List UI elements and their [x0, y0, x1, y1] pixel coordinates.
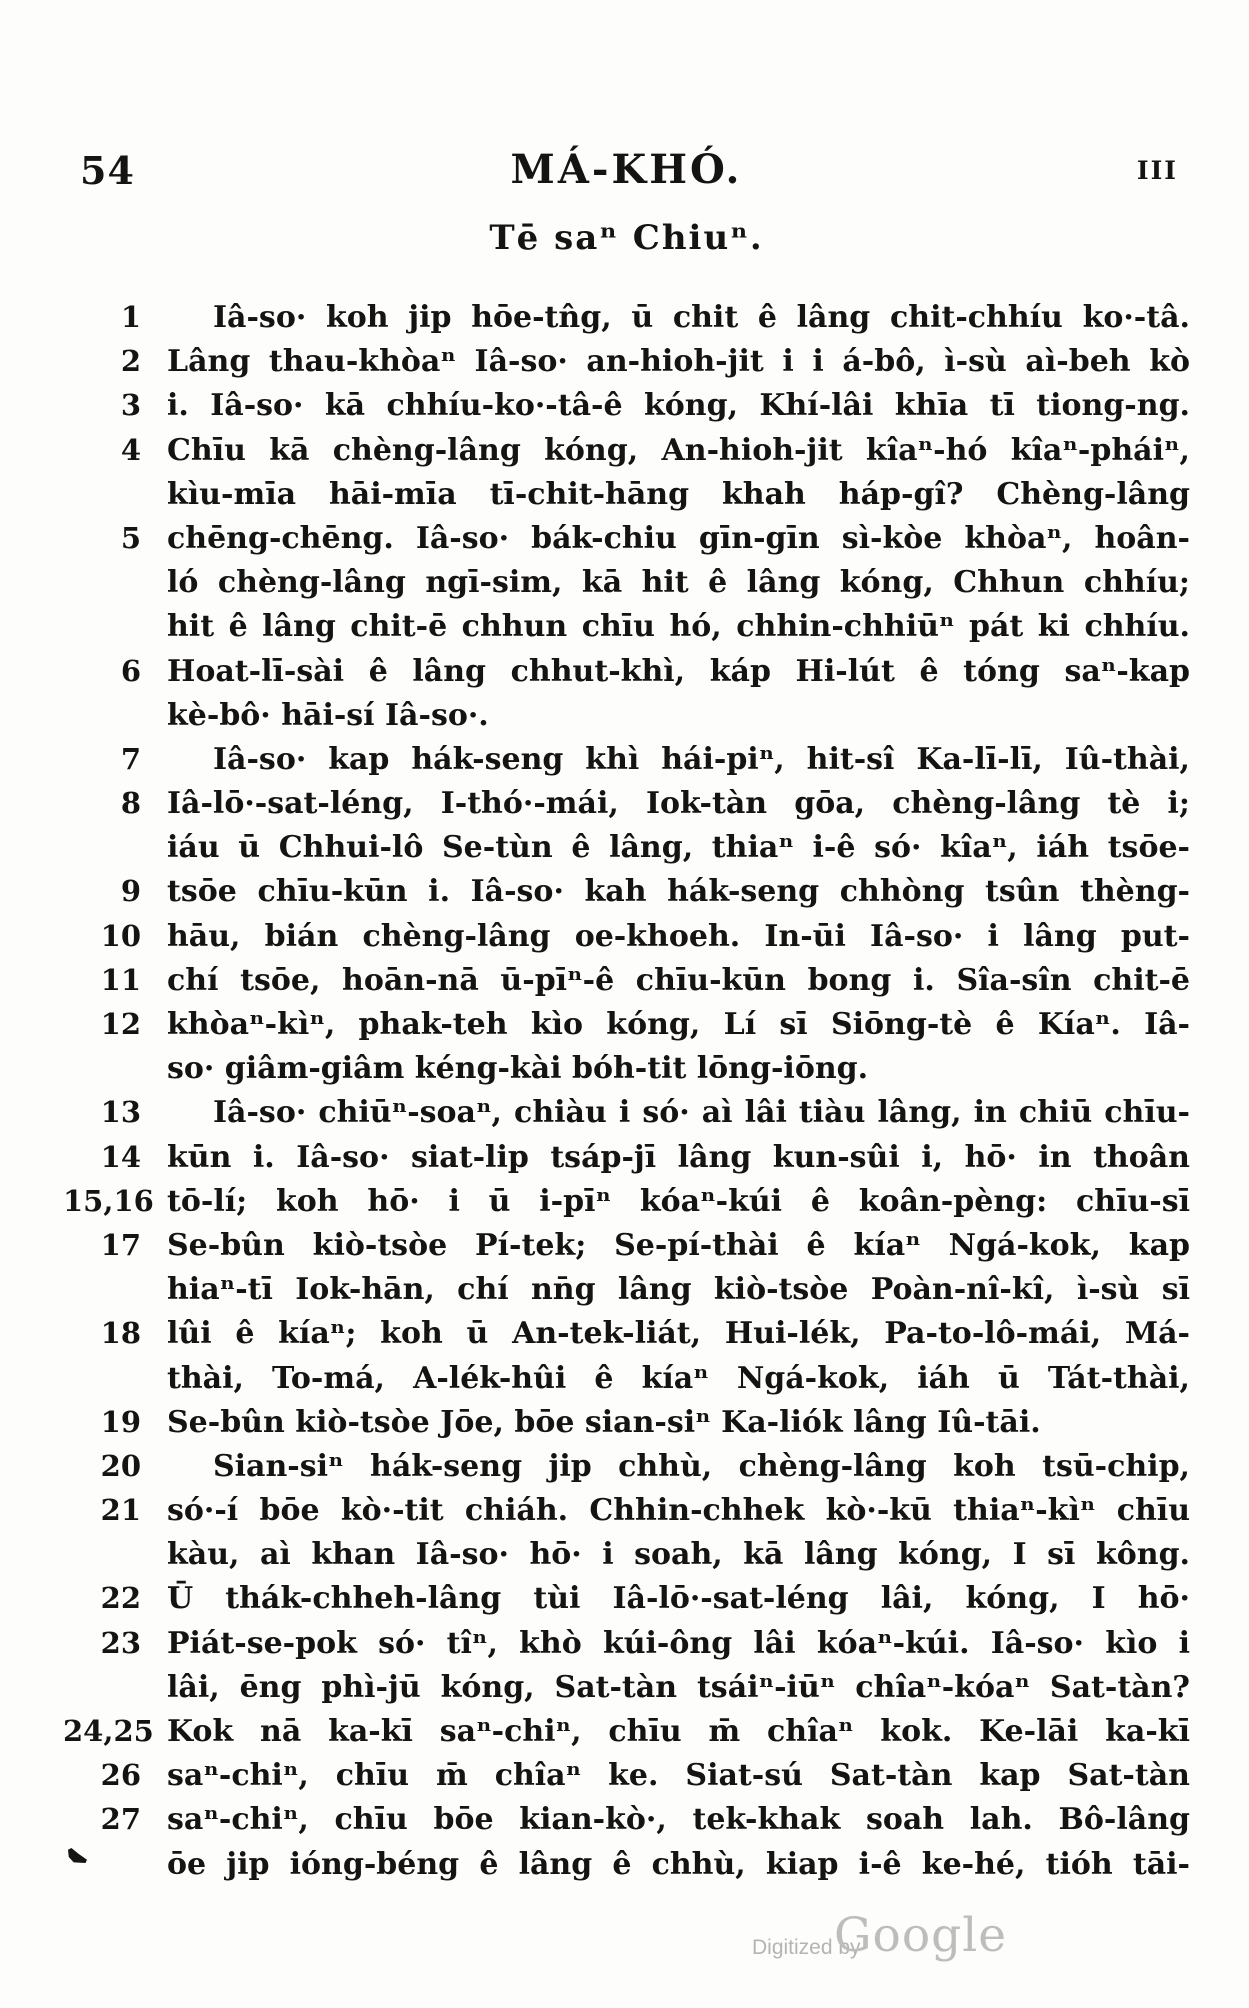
- digitized-by-label: Digitized by: [752, 1936, 861, 1959]
- verse-line: [63, 1316, 1190, 1360]
- verse-line: [63, 1405, 1190, 1449]
- verse-line: [63, 1626, 1190, 1670]
- verse-text: hāu, bián chèng-lâng oe-khoeh. In-ūi Iâ-so· i lâng put-: [167, 918, 1190, 954]
- verse-line: [63, 830, 1190, 874]
- page-number: 54: [80, 148, 135, 193]
- verse-text: so· giâm-giâm kéng-kài bóh-tit lōng-iōng.: [167, 1051, 869, 1087]
- verse-line: [63, 1758, 1190, 1802]
- verse-line: [63, 1670, 1190, 1714]
- verse-number: 11: [100, 962, 141, 997]
- verse-text: Kok nā ka-kī saⁿ-chiⁿ, chīu m̄ chîaⁿ kok. Ke-lāi ka-kī: [167, 1714, 1190, 1749]
- verse-text: Hoat-lī-sài ê lâng chhut-khì, káp Hi-lút ê tóng saⁿ-kap: [167, 653, 1190, 689]
- verse-text: kè-bô· hāi-sí Iâ-so·.: [167, 697, 489, 733]
- verse-line: [63, 1140, 1190, 1184]
- verse-text: chí tsōe, hoān-nā ū-pīⁿ-ê chīu-kūn bong i. Sîa-sîn chit-ē: [167, 962, 1190, 998]
- verse-number: 10: [100, 918, 141, 953]
- verse-number: 1: [120, 300, 141, 334]
- verse-number: 22: [100, 1581, 141, 1616]
- verse-line: [63, 874, 1190, 918]
- verse-line: [63, 565, 1190, 609]
- verse-number: 27: [100, 1802, 141, 1837]
- verse-number: 21: [100, 1493, 141, 1528]
- verse-number: 23: [100, 1625, 141, 1660]
- verse-text: chēng-chēng. Iâ-so· bák-chiu gīn-gīn sì-kòe khòaⁿ, hoân-: [167, 520, 1190, 556]
- verse-line: [63, 1449, 1190, 1493]
- verse-text: kūn i. Iâ-so· siat-lip tsáp-jī lâng kun-sûi i, hō· in thoân: [167, 1139, 1190, 1175]
- verse-text: Piát-se-pok só· tîⁿ, khò kúi-ông lâi kóaⁿ-kúi. Iâ-so· kìo i: [167, 1625, 1190, 1661]
- verse-text: ōe jip ióng-béng ê lâng ê chhù, kiap i-ê ke-hé, tióh tāi-: [167, 1846, 1190, 1882]
- verse-line: [63, 388, 1190, 432]
- verse-line: [63, 1272, 1190, 1316]
- verse-text: só·-í bōe kò·-tit chiáh. Chhin-chhek kò·-kū thiaⁿ-kìⁿ chīu: [167, 1493, 1190, 1529]
- verse-line: [63, 433, 1190, 477]
- verse-number: 5: [120, 520, 141, 555]
- verse-text: thài, To-má, A-lék-hûi ê kíaⁿ Ngá-kok, iáh ū Tát-thài,: [167, 1360, 1190, 1396]
- book-title: MÁ-KHÓ.: [510, 146, 743, 193]
- verse-text: lûi ê kíaⁿ; koh ū An-tek-liát, Hui-lék, Pa-to-lô-mái, Má-: [167, 1316, 1190, 1352]
- verse-number: 6: [120, 653, 141, 688]
- verse-text: Ū thák-chheh-lâng tùi Iâ-lō·-sat-léng lâi, kóng, I hō·: [167, 1581, 1190, 1617]
- verse-line: [63, 521, 1190, 565]
- verse-line: [63, 1802, 1190, 1846]
- verse-line: [63, 477, 1190, 521]
- verse-number: 9: [120, 874, 141, 909]
- verse-list: [63, 300, 1190, 1891]
- verse-number: 15,16: [63, 1183, 154, 1218]
- verse-text: i. Iâ-so· kā chhíu-ko·-tâ-ê kóng, Khí-lâi khīa tī tiong-ng.: [167, 388, 1190, 424]
- verse-line: [63, 1228, 1190, 1272]
- verse-text: saⁿ-chiⁿ, chīu m̄ chîaⁿ ke. Siat-sú Sat-tàn kap Sat-tàn: [167, 1758, 1190, 1794]
- verse-line: [63, 742, 1190, 786]
- verse-text: hiaⁿ-tī Iok-hān, chí nn̄g lâng kiò-tsòe Poàn-nî-kî, ì-sù sī: [167, 1272, 1190, 1308]
- verse-text: Iâ-so· chiūⁿ-soaⁿ, chiàu i só· aì lâi tiàu lâng, in chiū chīu-: [213, 1095, 1190, 1131]
- verse-line: [63, 1007, 1190, 1051]
- verse-text: kàu, aì khan Iâ-so· hō· i soah, kā lâng kóng, I sī kông.: [167, 1537, 1190, 1573]
- verse-text: ló chèng-lâng ngī-sim, kā hit ê lâng kóng, Chhun chhíu;: [167, 565, 1190, 601]
- verse-text: tsōe chīu-kūn i. Iâ-so· kah hák-seng chhòng tsûn thèng-: [167, 874, 1190, 910]
- verse-number: 17: [100, 1227, 141, 1262]
- verse-line: [63, 1714, 1190, 1758]
- verse-number: 3: [120, 388, 141, 423]
- verse-number: 19: [100, 1404, 141, 1439]
- verse-text: Lâng thau-khòaⁿ Iâ-so· an-hioh-jit i i á-bô, ì-sù aì-beh kò: [167, 344, 1190, 380]
- verse-number: 4: [120, 432, 141, 467]
- verse-number: 20: [100, 1448, 141, 1483]
- verse-line: [63, 1493, 1190, 1537]
- verse-line: [63, 1847, 1190, 1891]
- verse-line: [63, 1581, 1190, 1625]
- verse-line: [63, 963, 1190, 1007]
- verse-line: [63, 654, 1190, 698]
- verse-line: [63, 1537, 1190, 1581]
- verse-number: 24,25: [63, 1714, 154, 1748]
- verse-line: [63, 786, 1190, 830]
- verse-number: 8: [120, 786, 141, 821]
- verse-line: [63, 609, 1190, 653]
- verse-line: [63, 1361, 1190, 1405]
- chapter-numeral: III: [1136, 156, 1178, 185]
- verse-text: Chīu kā chèng-lâng kóng, An-hioh-jit kîaⁿ-hó kîaⁿ-pháiⁿ,: [167, 432, 1190, 468]
- verse-line: [63, 698, 1190, 742]
- verse-line: [63, 919, 1190, 963]
- verse-text: kìu-mīa hāi-mīa tī-chit-hāng khah háp-gî? Chèng-lâng: [167, 476, 1190, 512]
- verse-text: iáu ū Chhui-lô Se-tùn ê lâng, thiaⁿ i-ê só· kîaⁿ, iáh tsōe-: [167, 830, 1190, 866]
- verse-text: tō-lí; koh hō· i ū i-pīⁿ kóaⁿ-kúi ê koân-pèng: chīu-sī: [167, 1183, 1190, 1219]
- verse-number: 7: [120, 741, 141, 776]
- verse-number: 18: [100, 1316, 141, 1351]
- verse-text: hit ê lâng chit-ē chhun chīu hó, chhin-chhiūⁿ pát ki chhíu.: [167, 609, 1190, 645]
- verse-line: [63, 1051, 1190, 1095]
- verse-line: [63, 1184, 1190, 1228]
- verse-text: Iâ-so· kap hák-seng khì hái-piⁿ, hit-sî Ka-lī-lī, Iû-thài,: [213, 741, 1190, 777]
- verse-text: Iâ-so· koh jip hōe-tn̂g, ū chit ê lâng chit-chhíu ko·-tâ.: [213, 300, 1190, 335]
- verse-number: 13: [100, 1095, 141, 1130]
- verse-text: lâi, ēng phì-jū kóng, Sat-tàn tsáiⁿ-iūⁿ chîaⁿ-kóaⁿ Sat-tàn?: [167, 1669, 1190, 1705]
- google-logo: Google: [834, 1908, 1008, 1963]
- verse-text: Iâ-lō·-sat-léng, I-thó·-mái, Iok-tàn gōa, chèng-lâng tè i;: [167, 786, 1190, 822]
- footer-watermark: [0, 1908, 1249, 1982]
- verse-line: [63, 344, 1190, 388]
- verse-number: 14: [100, 1139, 141, 1174]
- verse-number: 26: [100, 1758, 141, 1793]
- verse-text: Se-bûn kiò-tsòe Jōe, bōe sian-siⁿ Ka-liók lâng Iû-tāi.: [167, 1404, 1041, 1440]
- verse-text: khòaⁿ-kìⁿ, phak-teh kìo kóng, Lí sī Siōng-tè ê Kíaⁿ. Iâ-: [167, 1007, 1190, 1042]
- verse-line: [63, 1095, 1190, 1139]
- verse-number: 12: [100, 1007, 141, 1041]
- verse-text: Sian-siⁿ hák-seng jip chhù, chèng-lâng koh tsū-chip,: [213, 1448, 1190, 1484]
- verse-line: [63, 300, 1190, 344]
- verse-text: saⁿ-chiⁿ, chīu bōe kian-kò·, tek-khak soah lah. Bô-lâng: [167, 1802, 1190, 1838]
- running-head: [63, 146, 1190, 192]
- verse-number: 2: [120, 344, 141, 379]
- chapter-heading: Tē saⁿ Chiuⁿ.: [489, 218, 764, 258]
- verse-text: Se-bûn kiò-tsòe Pí-tek; Se-pí-thài ê kíaⁿ Ngá-kok, kap: [167, 1227, 1190, 1263]
